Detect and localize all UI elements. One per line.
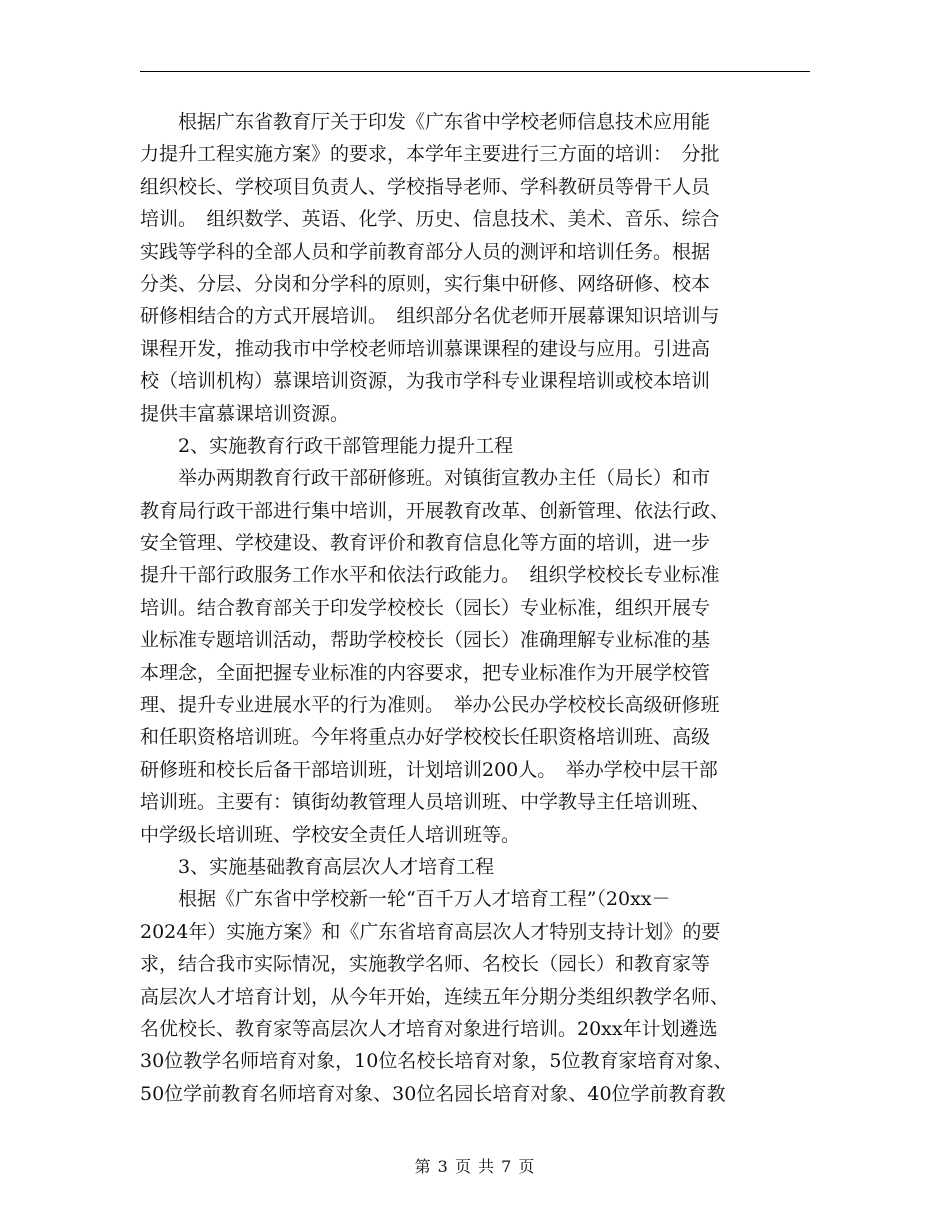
text-line: 安全管理、学校建设、教育评价和教育信息化等方面的培训，进一步 bbox=[140, 532, 711, 555]
text-line: 和任职资格培训班。今年将重点办好学校校长任职资格培训班、高级 bbox=[140, 726, 711, 749]
text-line: 本理念，全面把握专业标准的内容要求，把专业标准作为开展学校管 bbox=[140, 661, 711, 684]
text-line: 培训。 组织数学、英语、化学、历史、信息技术、美术、音乐、综合 bbox=[140, 208, 720, 231]
text-line: 根据《广东省中学校新一轮“百千万人才培育工程”（20xx－ bbox=[140, 888, 671, 911]
text-line: 研修班和校长后备干部培训班，计划培训200人。 举办学校中层干部 bbox=[140, 758, 718, 781]
text-line: 培训。结合教育部关于印发学校校长（园长）专业标准，组织开展专 bbox=[140, 596, 711, 619]
text-line: 实践等学科的全部人员和学前教育部分人员的测评和培训任务。根据 bbox=[140, 240, 711, 263]
section-heading: 3、实施基础教育高层次人才培育工程 bbox=[140, 855, 495, 878]
text-line: 50位学前教育名师培育对象、30位名园长培育对象、40位学前教育教 bbox=[140, 1082, 726, 1105]
text-line: 培训班。主要有：镇街幼教管理人员培训班、中学教导主任培训班、 bbox=[140, 791, 711, 814]
page-footer: 第 3 页 共 7 页 bbox=[414, 1157, 536, 1176]
text-line: 根据广东省教育厅关于印发《广东省中学校老师信息技术应用能 bbox=[140, 111, 711, 133]
body-text bbox=[140, 106, 812, 1110]
text-line: 举办两期教育行政干部研修班。对镇街宣教办主任（局长）和市 bbox=[140, 467, 711, 490]
text-line: 2024年）实施方案》和《广东省培育高层次人才特别支持计划》的要 bbox=[140, 920, 721, 943]
text-line: 分类、分层、分岗和分学科的原则，实行集中研修、网络研修、校本 bbox=[140, 272, 711, 295]
text-line: 业标准专题培训活动，帮助学校校长（园长）准确理解专业标准的基 bbox=[140, 629, 711, 652]
text-line: 名优校长、教育家等高层次人才培育对象进行培训。20xx年计划遴选 bbox=[140, 1017, 718, 1040]
text-line: 理、提升专业进展水平的行为准则。 举办公民办学校校长高级研修班 bbox=[140, 694, 720, 717]
text-line: 力提升工程实施方案》的要求，本学年主要进行三方面的培训： 分批 bbox=[140, 143, 720, 166]
header-rule bbox=[140, 71, 810, 72]
text-line: 求，结合我市实际情况，实施教学名师、名校长（园长）和教育家等 bbox=[140, 953, 711, 976]
text-line: 课程开发，推动我市中学校老师培训慕课课程的建设与应用。引进高 bbox=[140, 337, 711, 360]
text-line: 中学级长培训班、学校安全责任人培训班等。 bbox=[140, 823, 521, 846]
text-line: 提升干部行政服务工作水平和依法行政能力。 组织学校校长专业标准 bbox=[140, 564, 720, 587]
text-line: 教育局行政干部进行集中培训，开展教育改革、创新管理、依法行政、 bbox=[140, 499, 730, 522]
text-line: 提供丰富慕课培训资源。 bbox=[140, 402, 350, 425]
section-heading: 2、实施教育行政干部管理能力提升工程 bbox=[140, 434, 514, 457]
text-line: 组织校长、学校项目负责人、学校指导老师、学科教研员等骨干人员 bbox=[140, 175, 711, 198]
text-line: 高层次人才培育计划，从今年开始，连续五年分期分类组织教学名师、 bbox=[140, 985, 730, 1008]
text-line: 校（培训机构）慕课培训资源，为我市学科专业课程培训或校本培训 bbox=[140, 370, 711, 393]
text-line: 30位教学名师培育对象，10位名校长培育对象，5位教育家培育对象、 bbox=[140, 1050, 733, 1073]
text-line: 研修相结合的方式开展培训。 组织部分名优老师开展幕课知识培训与 bbox=[140, 305, 720, 328]
